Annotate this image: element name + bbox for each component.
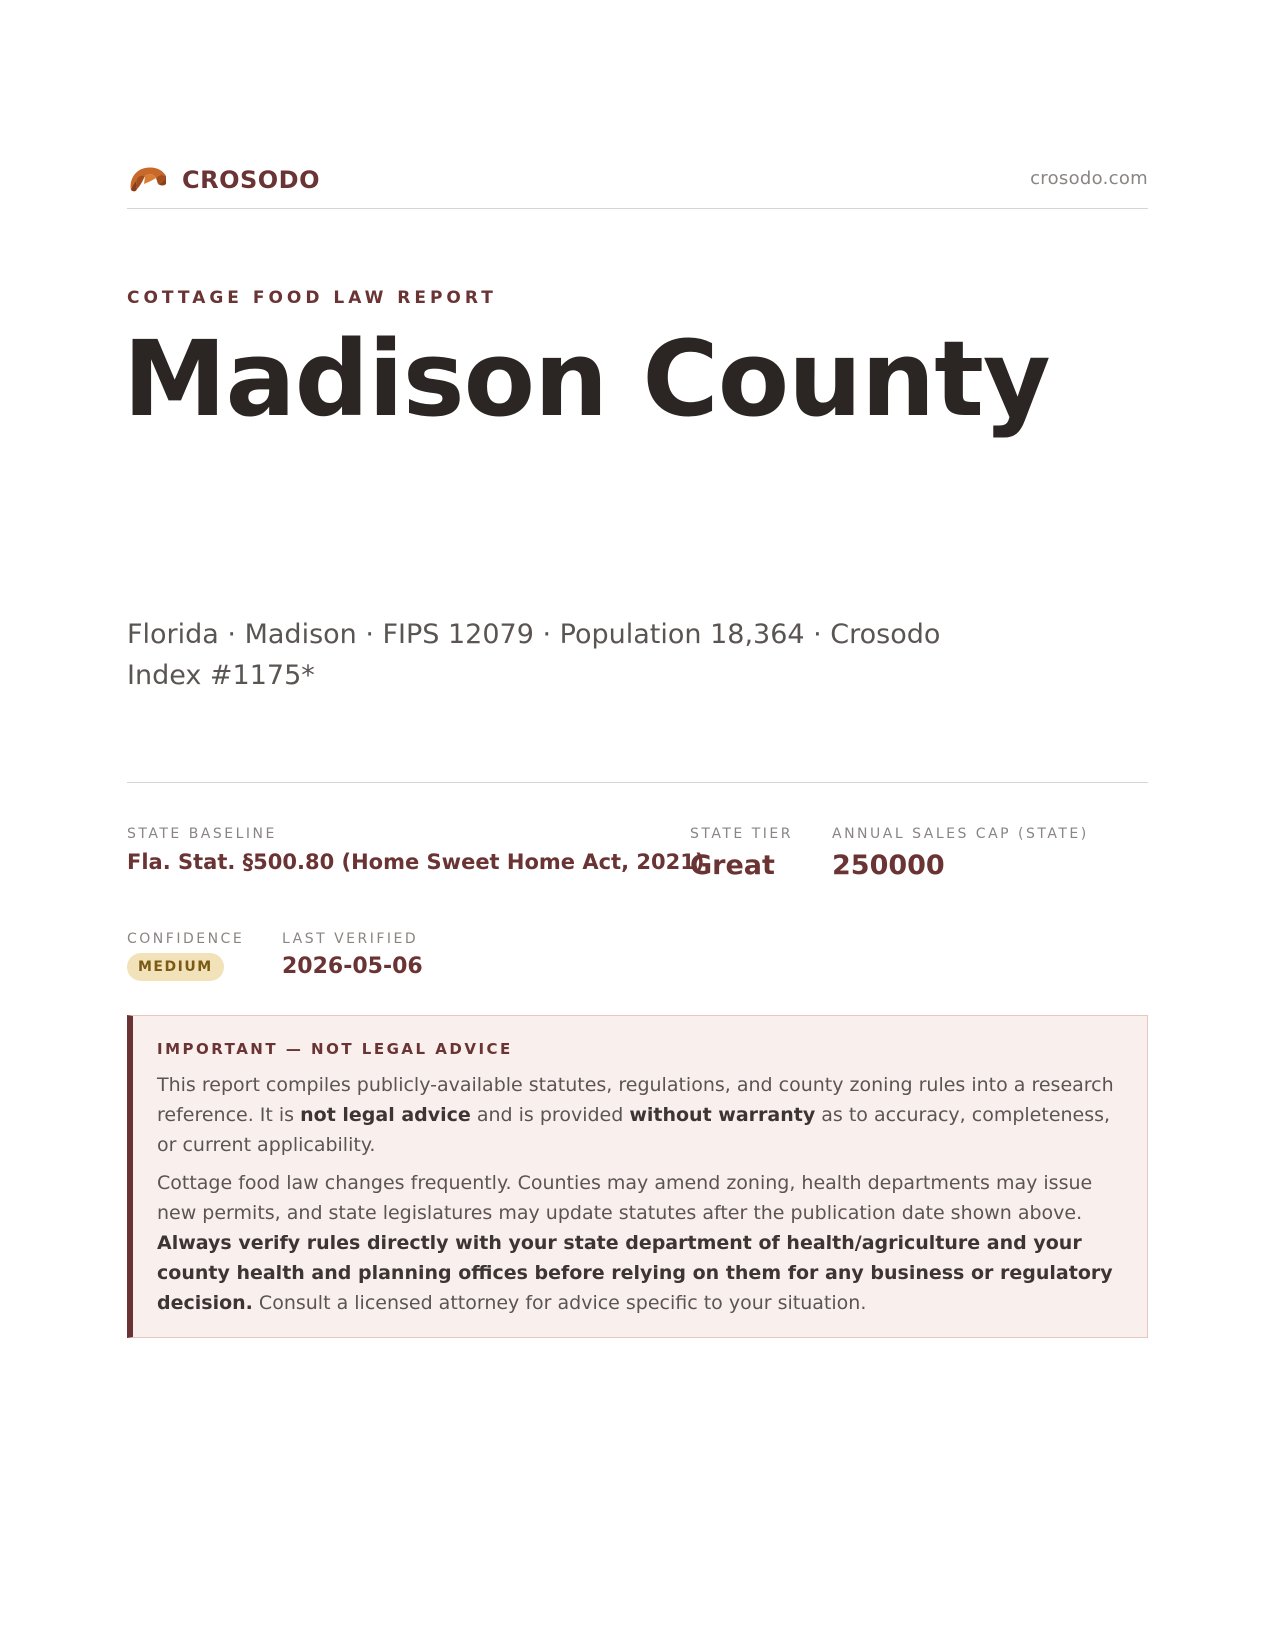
notice-text: Cottage food law changes frequently. Counties may amend zoning, health departments may issue new permits, and state legislatures may update statutes after the publication date shown above.: [157, 1172, 1093, 1224]
notice-emphasis: without warranty: [629, 1104, 816, 1126]
sales-cap-value: 250000: [832, 850, 945, 881]
section-divider: [127, 782, 1148, 783]
legal-notice: [127, 1015, 1148, 1338]
notice-text: Consult a licensed attorney for advice specific to your situation.: [252, 1292, 867, 1314]
state-baseline-value: Fla. Stat. §500.80 (Home Sweet Home Act, 2021): [127, 850, 705, 874]
page-title: Madison County: [123, 318, 1050, 440]
croissant-icon: [127, 162, 169, 198]
confidence-label: CONFIDENCE: [127, 931, 245, 947]
notice-paragraph-2: [157, 1168, 1127, 1318]
notice-emphasis: Always verify rules directly with your state department of health/agriculture and your county health and planning offices before relying on them for any business or regulatory decision.: [157, 1232, 1113, 1314]
notice-text: as to accuracy, completeness, or current applicability.: [157, 1104, 1111, 1156]
report-eyebrow: COTTAGE FOOD LAW REPORT: [127, 288, 497, 308]
state-baseline-label: STATE BASELINE: [127, 826, 277, 842]
page-header: [127, 158, 1148, 209]
last-verified-value: 2026-05-06: [282, 954, 423, 979]
notice-text: This report compiles publicly-available statutes, regulations, and county zoning rules into a research reference. It is: [157, 1074, 1114, 1126]
notice-paragraph-1: [157, 1070, 1127, 1160]
brand-name: CROSODO: [182, 166, 321, 194]
notice-title: IMPORTANT — NOT LEGAL ADVICE: [157, 1040, 513, 1058]
sales-cap-label: ANNUAL SALES CAP (STATE): [832, 826, 1089, 842]
brand[interactable]: [127, 162, 320, 198]
last-verified-label: LAST VERIFIED: [282, 931, 419, 947]
confidence-badge: MEDIUM: [127, 953, 224, 981]
state-tier-value: Great: [690, 850, 775, 881]
site-url[interactable]: crosodo.com: [1030, 168, 1148, 189]
state-tier-label: STATE TIER: [690, 826, 793, 842]
report-subtitle: Florida · Madison · FIPS 12079 · Population 18,364 · Crosodo Index #1175*: [127, 619, 941, 691]
notice-emphasis: not legal advice: [300, 1104, 471, 1126]
notice-text: and is provided: [470, 1104, 630, 1126]
